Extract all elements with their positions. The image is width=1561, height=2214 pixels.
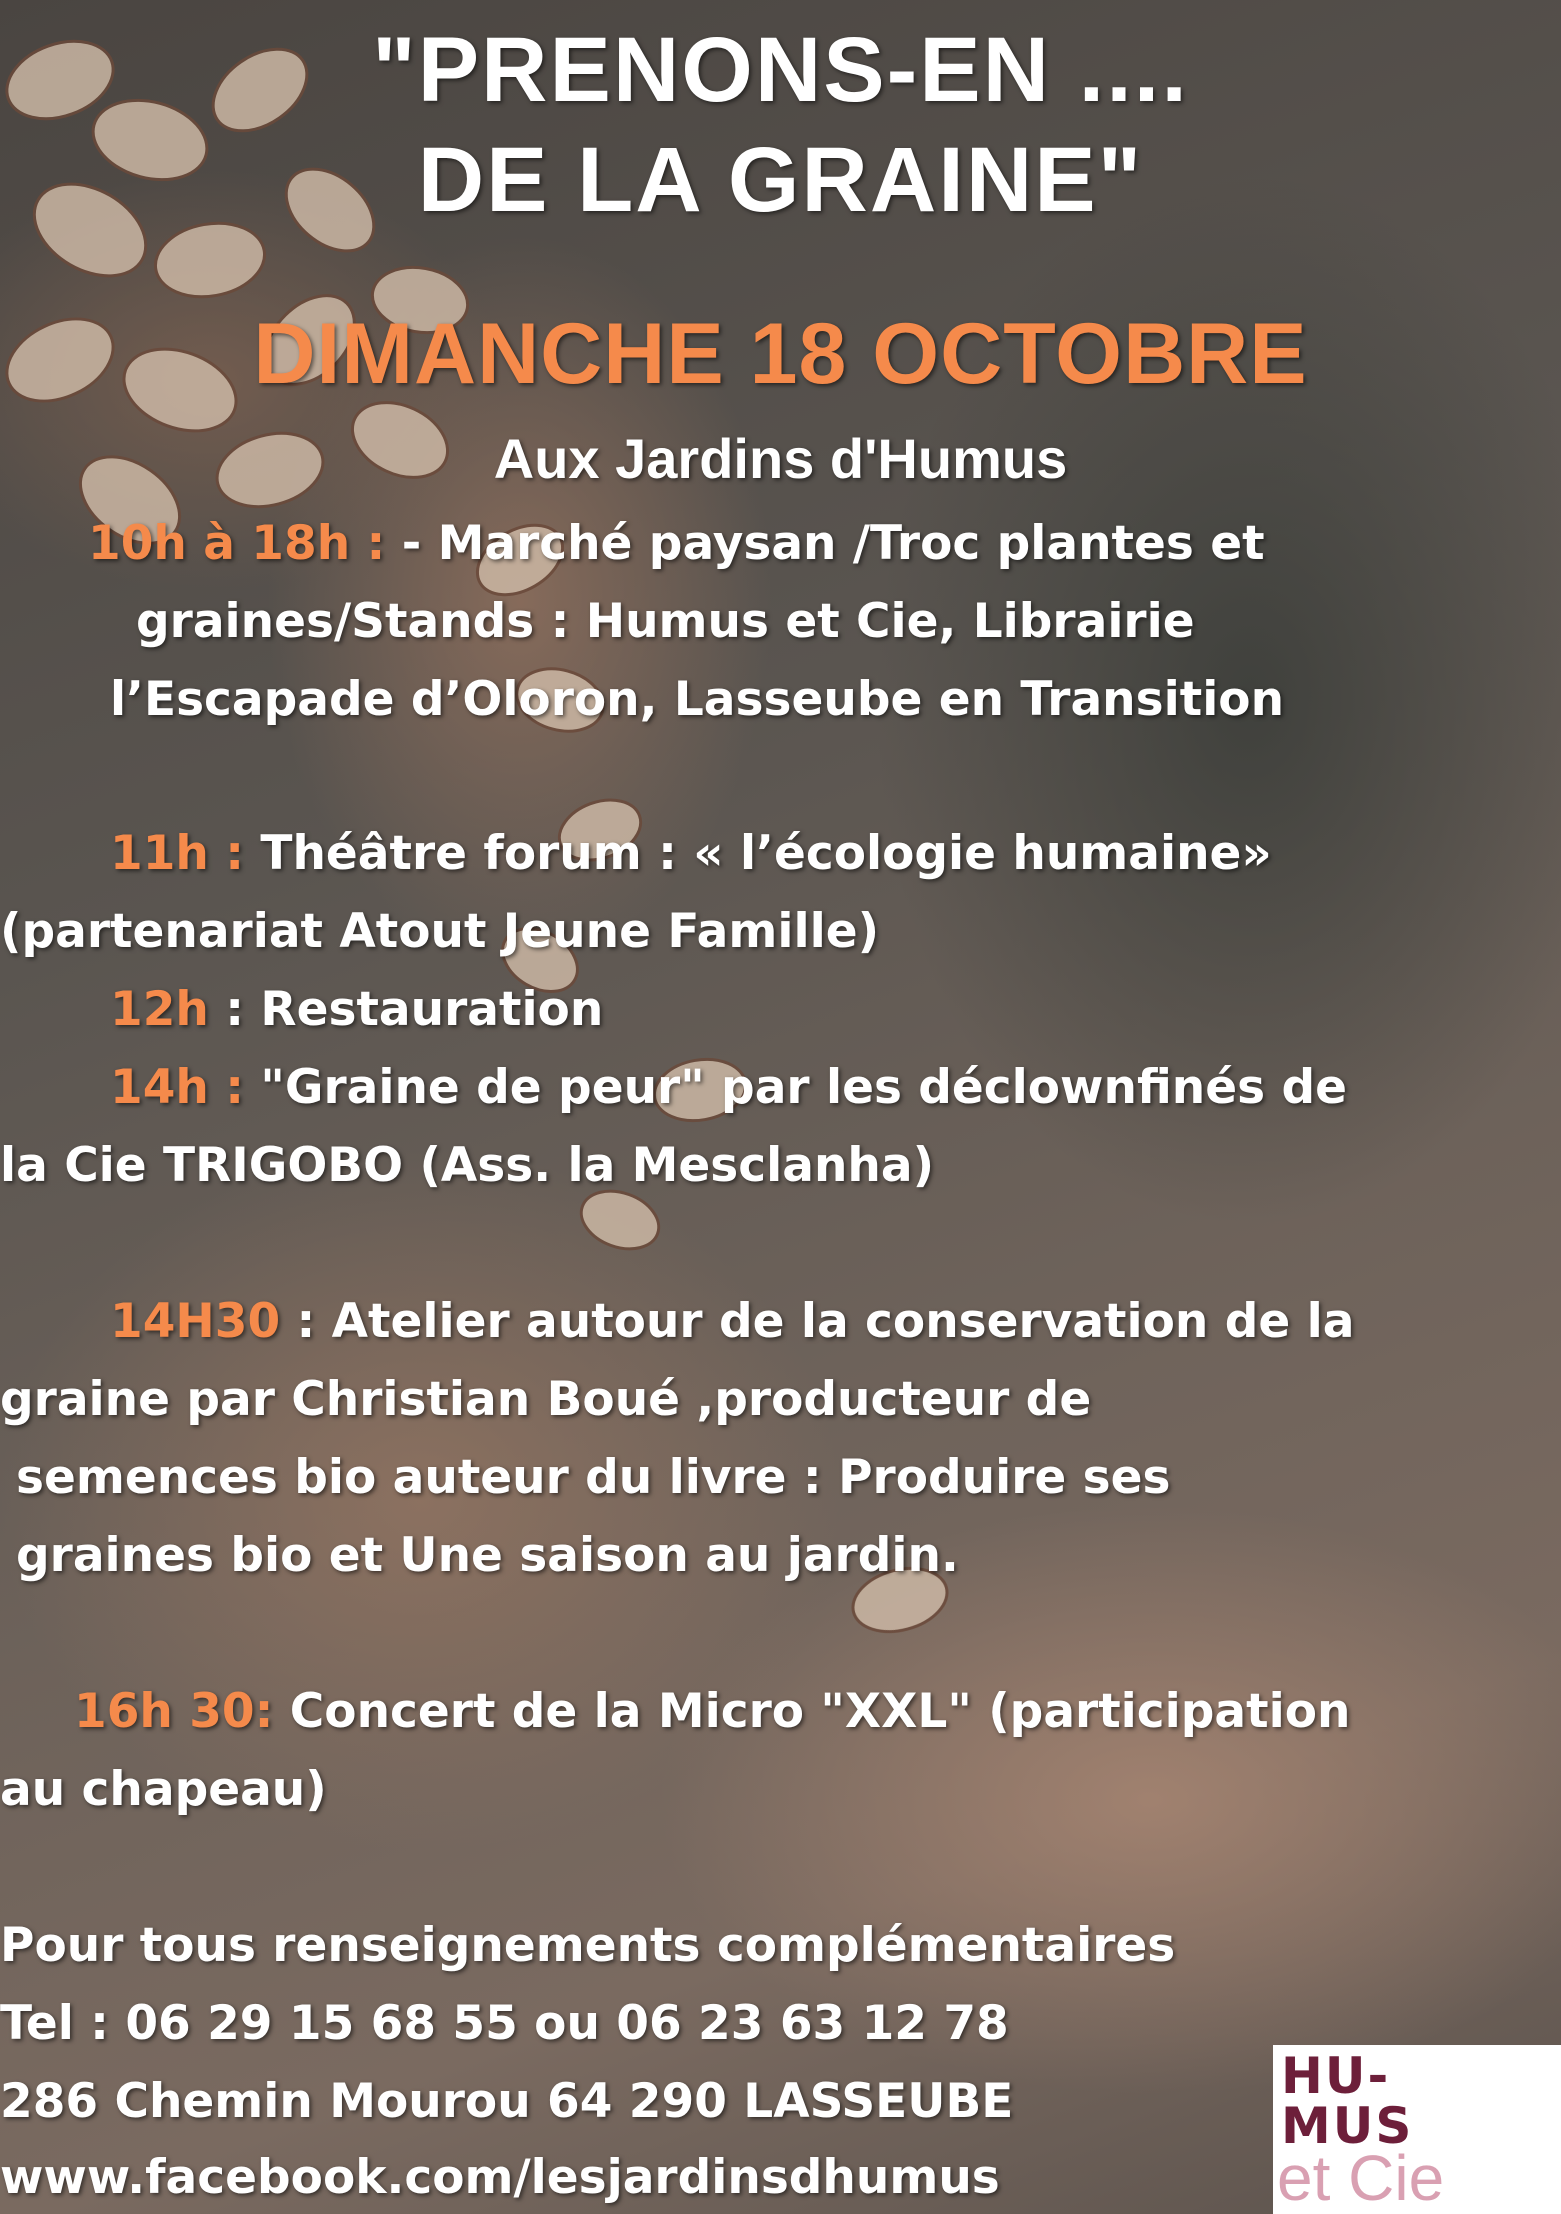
program-text: "Graine de peur" par les déclownfinés de bbox=[244, 1060, 1347, 1115]
logo-line1: HU- bbox=[1281, 2047, 1391, 2105]
contact-address: 286 Chemin Mourou 64 290 LASSEUBE bbox=[0, 2074, 1014, 2129]
program-text: Théâtre forum : « l’écologie humaine» bbox=[244, 826, 1272, 881]
poster-title-line2: DE LA GRAINE" bbox=[417, 129, 1144, 231]
program-text: graines/Stands : Humus et Cie, Librairie bbox=[136, 594, 1195, 649]
program-line bbox=[0, 1372, 1091, 1427]
program-time: 14h : bbox=[110, 1060, 245, 1115]
program-line bbox=[88, 516, 1265, 571]
program-line bbox=[110, 982, 603, 1037]
program-time: 10h à 18h : bbox=[88, 516, 386, 571]
program-line bbox=[16, 1528, 959, 1583]
program-text: Concert de la Micro "XXL" (participation bbox=[273, 1684, 1351, 1739]
logo-line3: et Cie bbox=[1277, 2142, 1445, 2214]
program-line bbox=[110, 672, 1284, 727]
program-text: graines bio et Une saison au jardin. bbox=[16, 1528, 959, 1583]
event-date: DIMANCHE 18 OCTOBRE bbox=[253, 306, 1308, 402]
program-line bbox=[110, 1060, 1347, 1115]
program-line bbox=[136, 594, 1195, 649]
program-line bbox=[0, 1138, 934, 1193]
poster-title-line1: "PRENONS-EN .... bbox=[372, 19, 1189, 121]
program-text: graine par Christian Boué ,producteur de bbox=[0, 1372, 1092, 1427]
venue: Aux Jardins d'Humus bbox=[493, 427, 1068, 490]
program-text: la Cie TRIGOBO (Ass. la Mesclanha) bbox=[0, 1138, 935, 1193]
program-time: 16h 30: bbox=[74, 1684, 274, 1739]
program-line bbox=[74, 1684, 1350, 1739]
contact-phone: Tel : 06 29 15 68 55 ou 06 23 63 12 78 bbox=[0, 1996, 1009, 2051]
program-text: semences bio auteur du livre : Produire ses bbox=[16, 1450, 1171, 1505]
logo-line2: MUS bbox=[1281, 2097, 1414, 2155]
program-line bbox=[110, 826, 1272, 881]
program-time: 11h : bbox=[110, 826, 245, 881]
program-text: (partenariat Atout Jeune Famille) bbox=[0, 904, 880, 959]
program-line bbox=[110, 1294, 1354, 1349]
humus-et-cie-logo bbox=[1273, 2045, 1561, 2214]
program-time: 14H30 bbox=[110, 1294, 281, 1349]
program-text: au chapeau) bbox=[0, 1762, 327, 1817]
program-line bbox=[0, 904, 879, 959]
program-text: - Marché paysan /Troc plantes et bbox=[385, 516, 1265, 571]
facebook-link[interactable]: www.facebook.com/lesjardinsdhumus bbox=[0, 2150, 1000, 2205]
program-time: 12h bbox=[110, 982, 209, 1037]
program-line bbox=[0, 1762, 327, 1817]
program-line bbox=[16, 1450, 1170, 1505]
program-text: : Restauration bbox=[208, 982, 604, 1037]
program-text: l’Escapade d’Oloron, Lasseube en Transition bbox=[110, 672, 1285, 727]
program-text: : Atelier autour de la conservation de la bbox=[280, 1294, 1355, 1349]
contact-info: Pour tous renseignements complémentaires bbox=[0, 1918, 1176, 1973]
